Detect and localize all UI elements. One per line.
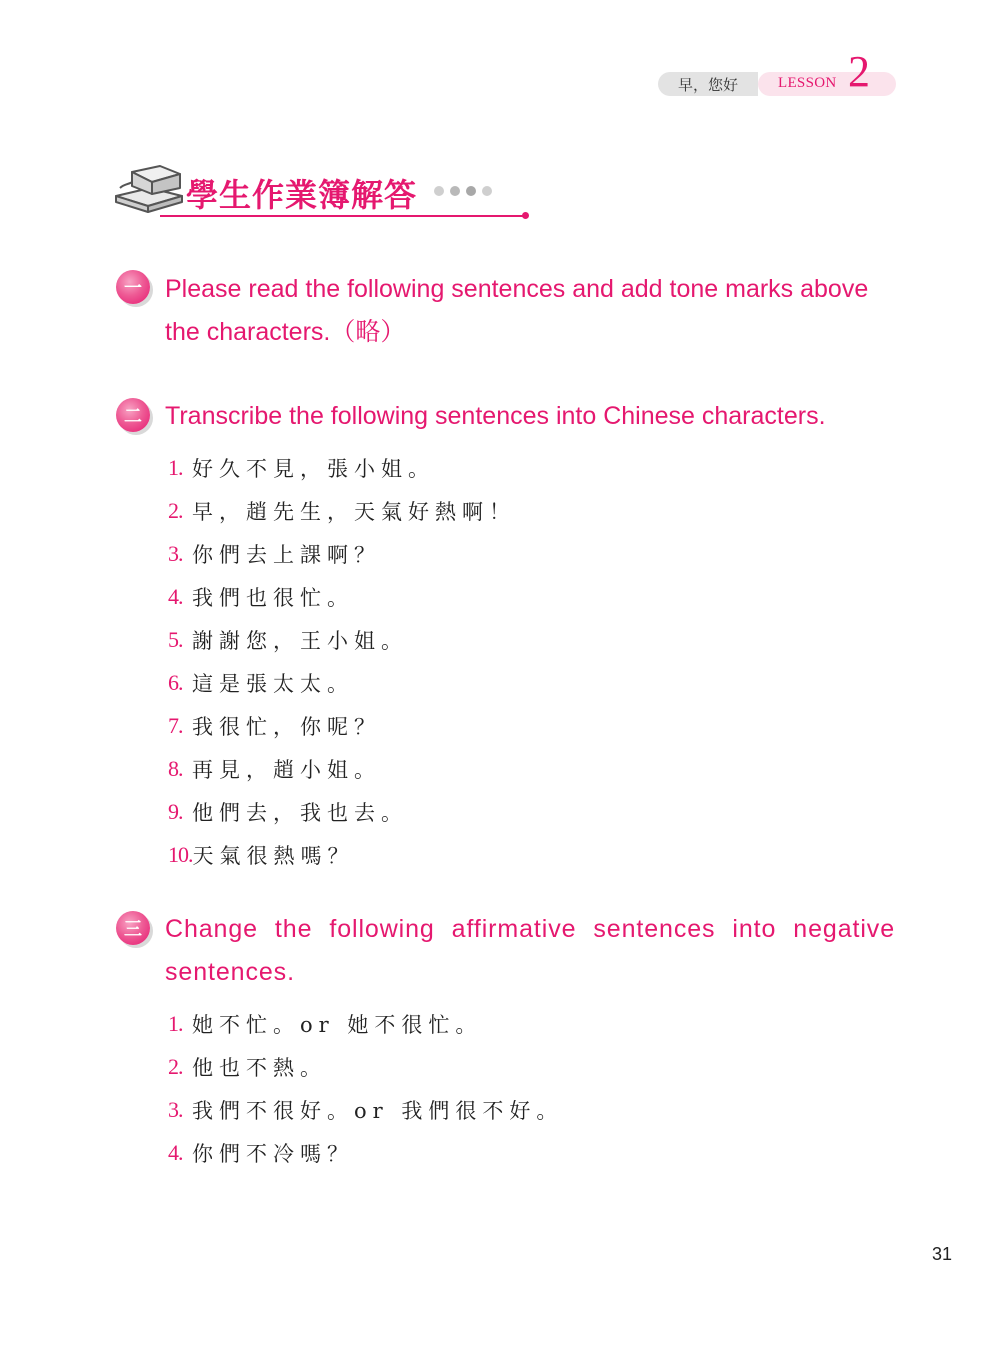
question-1-text: Please read the following sentences and add tone marks above the characters.（略） <box>165 275 869 346</box>
question-badge-3: 三 <box>116 911 150 945</box>
answer-text: 你們不冷嗎？ <box>192 1141 354 1166</box>
section-underline <box>160 215 525 217</box>
answer-text: 這是張太太。 <box>192 671 354 696</box>
answer-list-2 <box>168 446 516 876</box>
answer-number: 4. <box>168 583 183 609</box>
question-badge-1: 一 <box>116 270 150 304</box>
answer-text: 你們去上課啊？ <box>192 542 381 567</box>
answer-item <box>168 790 516 833</box>
answer-number: 6. <box>168 669 183 695</box>
lesson-number: 2 <box>848 47 870 96</box>
answer-text: 再見，趙小姐。 <box>192 757 381 782</box>
answer-item <box>168 747 516 790</box>
answer-item <box>168 575 516 618</box>
answer-number: 2. <box>168 1053 183 1079</box>
answer-text: 謝謝您，王小姐。 <box>192 628 408 653</box>
answer-number: 1. <box>168 1010 183 1036</box>
question-3-text: Change the following affirmative sentences into negative sentences. <box>165 915 895 986</box>
answer-number: 3. <box>168 540 183 566</box>
answer-item <box>168 704 516 747</box>
stacked-books-icon <box>110 158 188 218</box>
lesson-label: LESSON <box>778 75 837 91</box>
answer-item <box>168 618 516 661</box>
answer-number: 1. <box>168 454 183 480</box>
answer-text: 我很忙，你呢？ <box>192 714 381 739</box>
dot <box>434 186 444 196</box>
answer-item <box>168 661 516 704</box>
page-number: 31 <box>932 1244 953 1264</box>
answer-item <box>168 833 516 876</box>
answer-text: 好久不見，張小姐。 <box>192 456 435 481</box>
answer-number: 2. <box>168 497 183 523</box>
answer-text: 他們去，我也去。 <box>192 800 408 825</box>
section-title: 學生作業簿解答 <box>186 176 418 214</box>
answer-number: 9. <box>168 798 183 824</box>
answer-item <box>168 532 516 575</box>
answer-number: 10. <box>168 841 193 867</box>
answer-item <box>168 1002 563 1045</box>
answer-number: 4. <box>168 1139 183 1165</box>
answer-number: 5. <box>168 626 183 652</box>
decorative-dots <box>434 186 492 196</box>
answer-text: 我們不很好。or 我們很不好。 <box>192 1098 564 1123</box>
question-badge-2: 二 <box>116 398 150 432</box>
answer-text: 早，趙先生，天氣好熱啊！ <box>192 499 516 524</box>
question-2-text: Transcribe the following sentences into Chinese characters. <box>165 402 826 430</box>
answer-text: 天氣很熱嗎？ <box>192 843 355 868</box>
dot <box>466 186 476 196</box>
answer-number: 3. <box>168 1096 183 1122</box>
answer-item <box>168 1131 563 1174</box>
chapter-title: 早，您好 <box>658 72 758 96</box>
dot <box>450 186 460 196</box>
answer-item <box>168 489 516 532</box>
dot <box>482 186 492 196</box>
answer-item <box>168 1045 563 1088</box>
answer-text: 我們也很忙。 <box>192 585 354 610</box>
answer-item <box>168 446 516 489</box>
answer-text: 他也不熱。 <box>192 1055 327 1080</box>
section-underline-dot <box>522 212 529 219</box>
answer-text: 她不忙。or 她不很忙。 <box>192 1012 483 1037</box>
answer-item <box>168 1088 563 1131</box>
answer-list-3 <box>168 1002 563 1174</box>
answer-number: 8. <box>168 755 183 781</box>
answer-number: 7. <box>168 712 183 738</box>
